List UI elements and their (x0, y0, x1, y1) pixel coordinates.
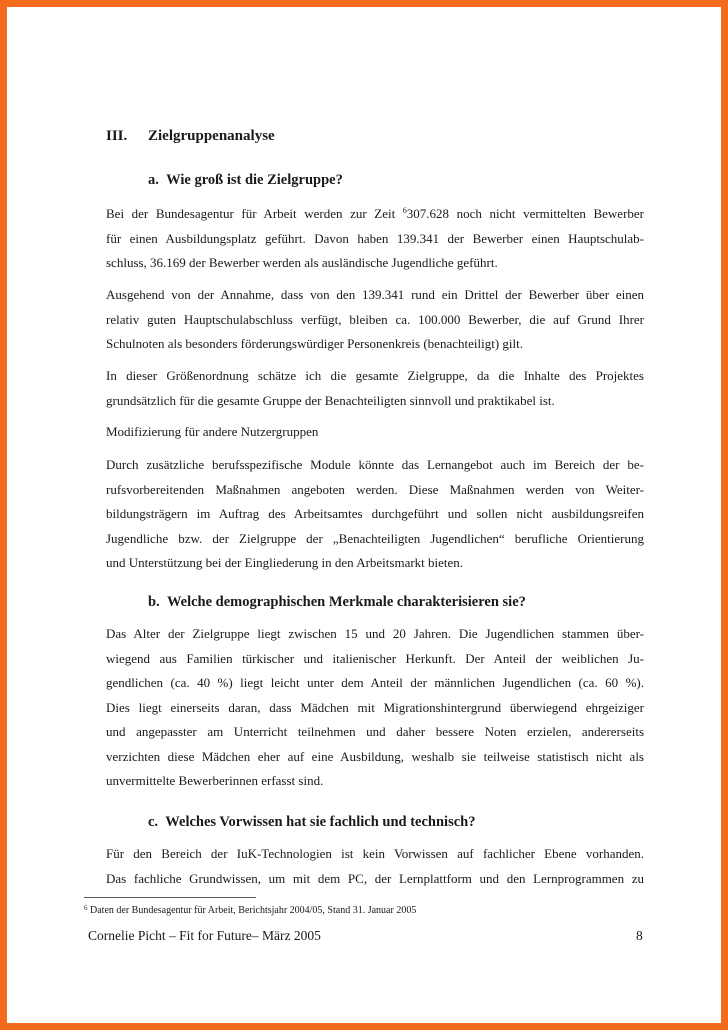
paragraph-line: und Unterstützung bei der Eingliederung in den Arbeitsmarkt bieten. (106, 555, 464, 570)
paragraph-line: rufsvorbereitenden Maßnahmen angeboten werden. Diese Maßnahmen werden von Weiter- (106, 481, 644, 497)
paragraph-line: Schulnoten als besonders förderungswürdiger Personenkreis (benachteiligt) gilt. (106, 336, 523, 351)
paragraph-line: Das Alter der Zielgruppe liegt zwischen 15 und 20 Jahren. Die Jugendlichen stammen über- (106, 626, 644, 641)
section-heading (106, 128, 275, 145)
paragraph-line: schluss, 36.169 der Bewerber werden als ausländische Jugendliche geführt. (106, 255, 498, 270)
paragraph-line: Dies liegt einerseits daran, dass Mädchen mit Migrationshintergrund überwiegend ehrgeiziger (106, 699, 644, 715)
footnote-ref: 6 (402, 206, 407, 215)
paragraph-line: Durch zusätzliche berufsspezifische Module könnte das Lernangebot auch im Bereich der be- (106, 457, 644, 472)
footnote (84, 905, 416, 916)
footnote-text: Daten der Bundesagentur für Arbeit, Berichtsjahr 2004/05, Stand 31. Januar 2005 (87, 905, 417, 916)
footnote-separator (84, 897, 256, 898)
paragraph-line: wiegend aus Familien türkischer und italienischer Herkunft. Der Anteil der weiblichen Ju- (106, 650, 644, 666)
paragraph-line: Modifizierung für andere Nutzergruppen (106, 424, 319, 439)
paragraph-line: unvermittelte Bewerberinnen erfasst sind. (106, 773, 324, 788)
paragraph-line: Ausgehend von der Annahme, dass von den 139.341 rund ein Drittel der Bewerber über einen (106, 287, 644, 302)
paragraph-line (106, 202, 644, 227)
paragraph-line: grundsätzlich für die gesamte Gruppe der Benachteiligten sinnvoll und praktikabel ist. (106, 392, 555, 408)
paragraph-line: und angepasster am Unterricht teilnehmen und daher bessere Noten erzielen, andererseits (106, 724, 644, 739)
subsection-c-heading: c. Welches Vorwissen hat sie fachlich und technisch? (148, 814, 476, 830)
footer-page-number: 8 (636, 928, 643, 943)
text-run: Bei der Bundesagentur für Arbeit werden zur Zeit (106, 206, 403, 221)
paragraph-line: gendlichen (ca. 40 %) liegt leicht unter dem Anteil der männlichen Jugendlichen (ca. 60 %). (106, 675, 644, 690)
paragraph-c1 (106, 842, 644, 891)
paragraph-line: verzichten diese Mädchen eher auf eine Ausbildung, weshalb sie teilweise statistisch nicht als (106, 748, 644, 764)
paragraph-a4 (106, 420, 644, 445)
footnote-marker: 6 (84, 904, 88, 912)
paragraph-line: In dieser Größenordnung schätze ich die gesamte Zielgruppe, da die Inhalte des Projektes (106, 368, 644, 383)
paragraph-line: Das fachliche Grundwissen, um mit dem PC, der Lernplattform und den Lernprogrammen zu (106, 870, 644, 886)
subsection-b-heading: b. Welche demographischen Merkmale charakterisieren sie? (148, 594, 526, 610)
paragraph-b1 (106, 622, 644, 794)
paragraph-a2 (106, 283, 644, 357)
section-title: Zielgruppenanalyse (148, 128, 275, 144)
paragraph-line: Für den Bereich der IuK-Technologien ist kein Vorwissen auf fachlicher Ebene vorhanden. (106, 846, 644, 861)
text-run: 307.628 noch nicht vermittelten Bewerber (406, 206, 645, 221)
paragraph-a1 (106, 202, 644, 276)
paragraph-line: relativ guten Hauptschulabschluss verfügt, bleiben ca. 100.000 Bewerber, die auf Grund Ihrer (106, 311, 644, 327)
paragraph-a5 (106, 453, 644, 576)
paragraph-line: für einen Ausbildungsplatz geführt. Davon haben 139.341 der Bewerber einen Hauptschulab- (106, 230, 644, 246)
subsection-a-heading: a. Wie groß ist die Zielgruppe? (148, 172, 343, 188)
footer-author-title: Cornelie Picht – Fit for Future– März 2005 (88, 928, 321, 943)
section-number: III. (106, 128, 128, 144)
paragraph-line: Jugendliche bzw. der Zielgruppe der „Benachteiligten Jugendlichen“ berufliche Orientierung (106, 530, 644, 546)
paragraph-a3 (106, 364, 644, 413)
paragraph-line: bildungsträgern im Auftrag des Arbeitsamtes durchgeführt und sollen nicht ausbildungsreifen (106, 506, 644, 521)
